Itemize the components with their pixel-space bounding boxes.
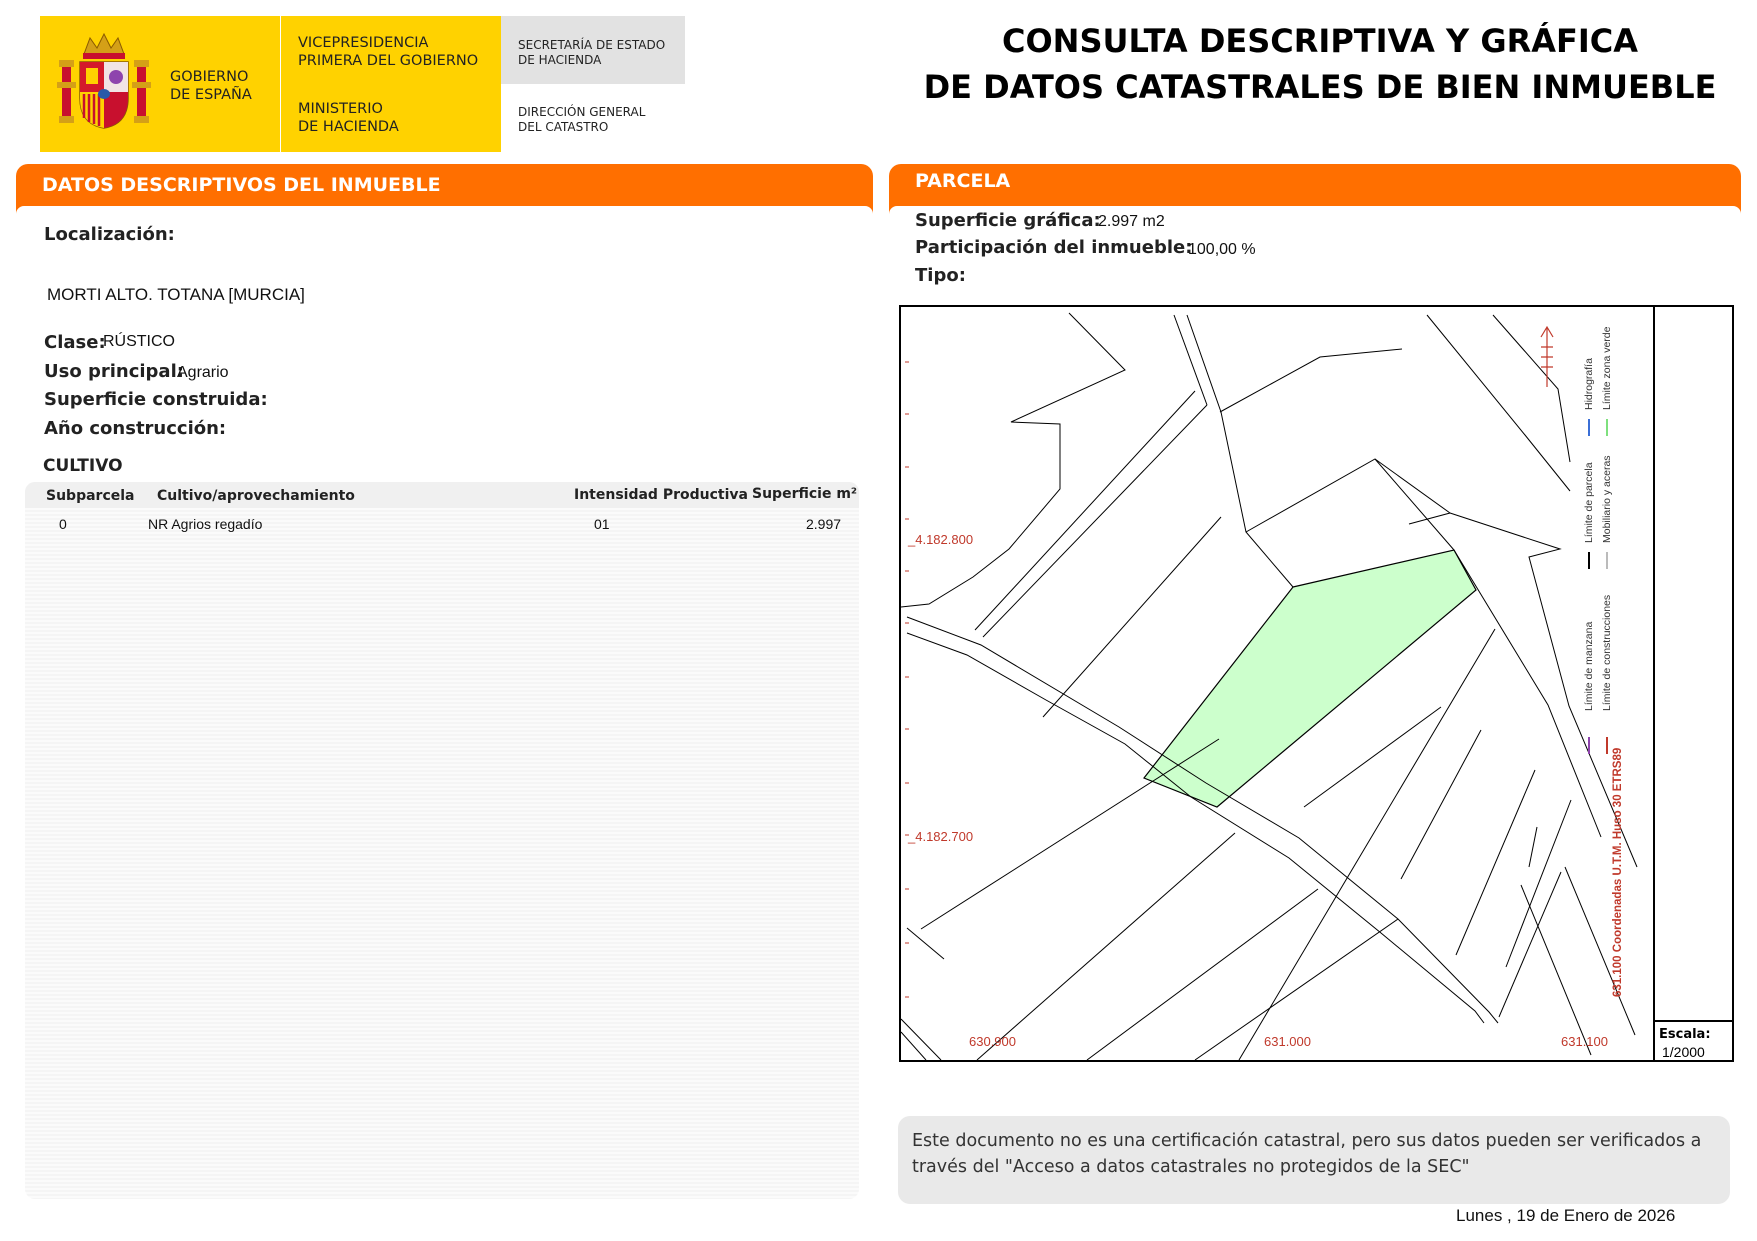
- x-label-631000: 631.000: [1264, 1034, 1311, 1049]
- legend-zona-verde: Límite zona verde: [1601, 326, 1613, 410]
- superficie-grafica-label: Superficie gráfica:: [915, 210, 1101, 231]
- direccion-text: DIRECCIÓN GENERAL DEL CATASTRO: [518, 105, 646, 134]
- legend-hidrografia: Hidrografía: [1583, 358, 1595, 410]
- x-label-630900: 630.900: [969, 1034, 1016, 1049]
- descriptivos-header-bar: [16, 164, 873, 214]
- escala-label: Escala:: [1659, 1027, 1711, 1042]
- legend-construcciones: Límite de construcciones: [1601, 594, 1613, 711]
- th-intensidad: Intensidad Productiva: [574, 487, 748, 503]
- parcela-header-bar: [889, 164, 1741, 214]
- document-date: Lunes , 19 de Enero de 2026: [1456, 1206, 1676, 1225]
- superficie-grafica-value: 2.997 m2: [1098, 213, 1165, 230]
- clase-label: Clase:: [44, 332, 106, 353]
- participacion-label: Participación del inmueble:: [915, 237, 1193, 258]
- localizacion-value: MORTI ALTO. TOTANA [MURCIA]: [47, 285, 305, 304]
- cadastral-map[interactable]: [899, 305, 1734, 1062]
- parcela-title: PARCELA: [915, 170, 1011, 192]
- disclaimer-box: [898, 1116, 1730, 1204]
- legend-manzana: Límite de manzana: [1583, 621, 1595, 711]
- coat-of-arms-icon: [56, 32, 152, 132]
- participacion-value: 100,00 %: [1188, 241, 1256, 258]
- th-superficie: Superficie m²: [752, 486, 858, 502]
- th-cultivo: Cultivo/aprovechamiento: [157, 488, 355, 504]
- legend-parcela: Límite de parcela: [1583, 462, 1595, 543]
- descriptivos-title: DATOS DESCRIPTIVOS DEL INMUEBLE: [42, 174, 441, 196]
- target-parcel: [1144, 550, 1476, 807]
- north-arrow-icon: [1541, 327, 1553, 387]
- axis-ticks: [905, 362, 909, 997]
- secretaria-text: SECRETARÍA DE ESTADO DE HACIENDA: [518, 38, 666, 67]
- disclaimer-text: Este documento no es una certificación catastral, pero sus datos pueden ser verificados a través del "Acceso a datos catastrales no protegidos de la SEC": [912, 1131, 1702, 1177]
- ministerio-text: MINISTERIO DE HACIENDA: [298, 101, 399, 135]
- td-cultivo: NR Agrios regadío: [148, 516, 263, 532]
- td-superficie: 2.997: [806, 516, 842, 532]
- clase-value: RÚSTICO: [103, 333, 175, 350]
- anio-construccion-label: Año construcción:: [44, 418, 227, 439]
- uso-principal-value: Agrario: [177, 364, 229, 381]
- td-intensidad: 01: [594, 516, 610, 532]
- vicepresidencia-text: VICEPRESIDENCIA PRIMERA DEL GOBIERNO: [298, 35, 479, 69]
- coord-note: 631.100 Coordenadas U.T.M. Huso 30 ETRS89: [1612, 747, 1624, 997]
- legend-mobiliario: Mobiliario y aceras: [1601, 455, 1613, 543]
- y-label-4182700: _4.182.700: [908, 829, 974, 844]
- superficie-construida-label: Superficie construida:: [44, 389, 268, 410]
- uso-principal-label: Uso principal:: [44, 361, 184, 382]
- cultivo-title: CULTIVO: [43, 456, 123, 476]
- logo-divider: [280, 16, 281, 152]
- localizacion-label: Localización:: [44, 224, 175, 245]
- tipo-label: Tipo:: [915, 265, 966, 286]
- y-label-4182800: _4.182.800: [908, 532, 974, 547]
- escala-value: 1/2000: [1662, 1044, 1705, 1060]
- x-label-631100: 631.100: [1561, 1034, 1608, 1049]
- th-subparcela: Subparcela: [46, 488, 135, 504]
- td-subparcela: 0: [59, 516, 67, 532]
- page-title: [900, 18, 1740, 110]
- page-title-line2: DE DATOS CATASTRALES DE BIEN INMUEBLE: [923, 68, 1717, 106]
- cultivo-table: [25, 482, 859, 1199]
- gobierno-espana-text: GOBIERNO DE ESPAÑA: [170, 69, 252, 103]
- page-title-line1: CONSULTA DESCRIPTIVA Y GRÁFICA: [1001, 22, 1639, 60]
